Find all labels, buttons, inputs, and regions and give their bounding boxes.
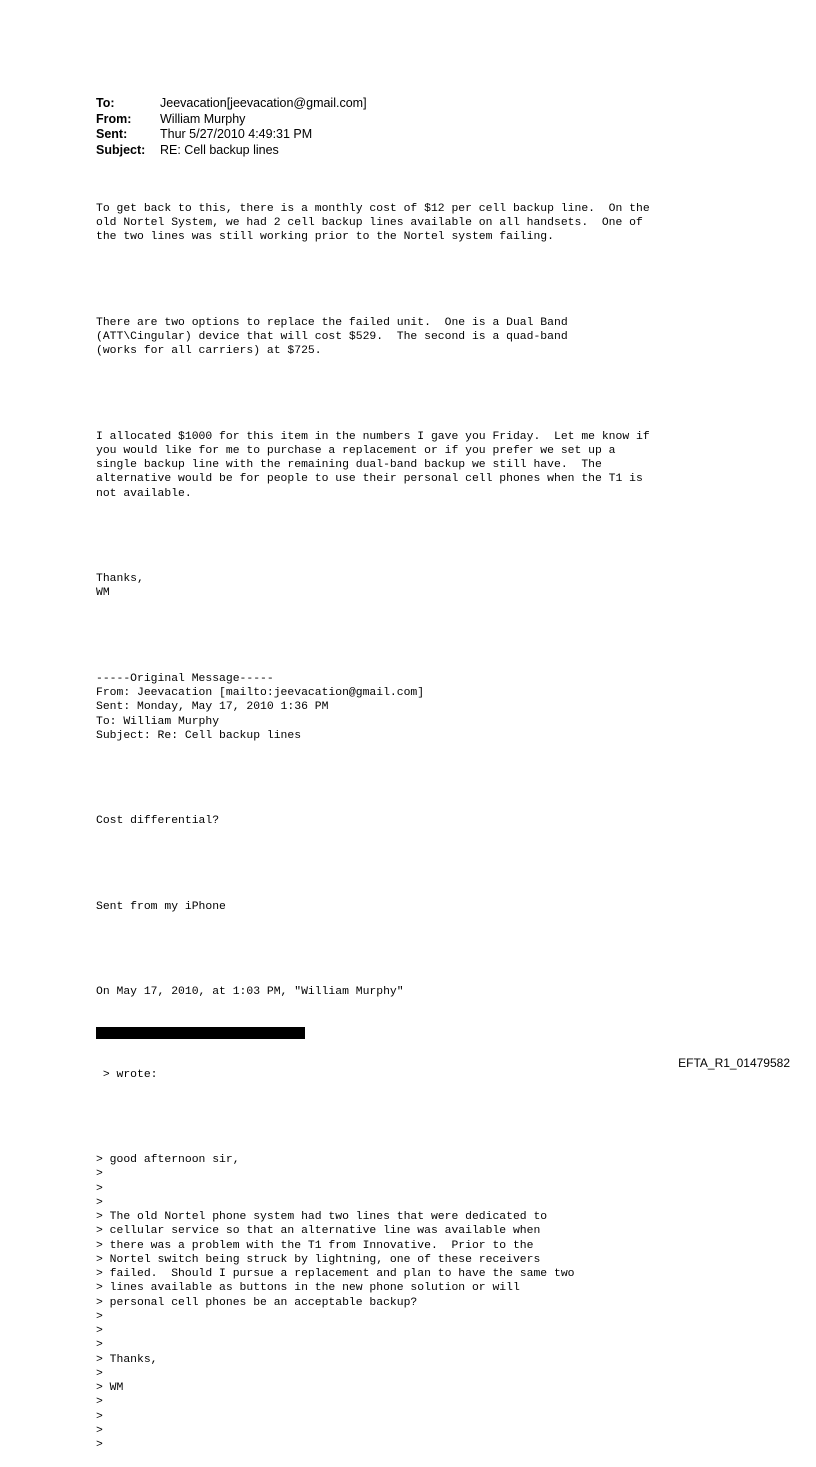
to-value: Jeevacation[jeevacation@gmail.com]	[160, 96, 367, 110]
subject-label: Subject:	[96, 142, 146, 157]
email-body	[96, 173, 786, 1467]
from-label: From:	[96, 111, 132, 126]
reply-question: Cost differential?	[96, 815, 220, 828]
to-label: To:	[96, 96, 115, 110]
redaction-bar	[96, 1027, 305, 1039]
original-message-header: -----Original Message----- From: Jeevacation [mailto:jeevacation@gmail.com] Sent: Monday, May 17, 2010 1:36 PM To: William Murphy Subject: Re: Cell backup lines	[96, 672, 425, 742]
subject-value: RE: Cell backup lines	[160, 142, 279, 157]
quote-attribution: On May 17, 2010, at 1:03 PM, "William Murphy"	[96, 986, 404, 999]
quoted-message: > good afternoon sir, > > > > The old Nortel phone system had two lines that were dedicated to > cellular service so that an alternative line was available when > there was a problem with the T1 from Innovative. Prior to the > Nortel switch being struck by lightning, one of these receivers > failed. Should I pursue a replacement and plan to have the same two > lines available as buttons in the new phone solution or will > personal cell phones be an acceptable backup? > > > > Thanks, > > WM > > > >	[96, 1154, 575, 1451]
sent-row	[96, 127, 367, 143]
quote-wrote: > wrote:	[96, 1068, 158, 1081]
sent-value: Thur 5/27/2010 4:49:31 PM	[160, 127, 313, 141]
subject-row	[96, 143, 367, 159]
body-paragraph-allocation: I allocated $1000 for this item in the numbers I gave you Friday. Let me know if you would like for me to purchase a replacement or if you prefer we set up a single backup line with the remaining dual-band backup we still have. The alternative would be for people to use their personal cell phones when the T1 is not available.	[96, 430, 650, 500]
bates-number: EFTA_R1_01479582	[678, 1056, 790, 1070]
sent-from-iphone: Sent from my iPhone	[96, 900, 226, 913]
from-row	[96, 112, 367, 128]
body-paragraph-options: There are two options to replace the failed unit. One is a Dual Band (ATT\Cingular) device that will cost $529. The second is a quad-band (works for all carriers) at $725.	[96, 316, 568, 357]
body-paragraph-cost: To get back to this, there is a monthly cost of $12 per cell backup line. On the old Nortel System, we had 2 cell backup lines available on all handsets. One of the two lines was still working prior to the Nortel system failing.	[96, 202, 650, 243]
from-value: William Murphy	[160, 111, 246, 126]
body-signoff: Thanks, WM	[96, 573, 144, 600]
sent-label: Sent:	[96, 127, 128, 141]
to-row	[96, 96, 367, 112]
email-header	[96, 96, 367, 158]
